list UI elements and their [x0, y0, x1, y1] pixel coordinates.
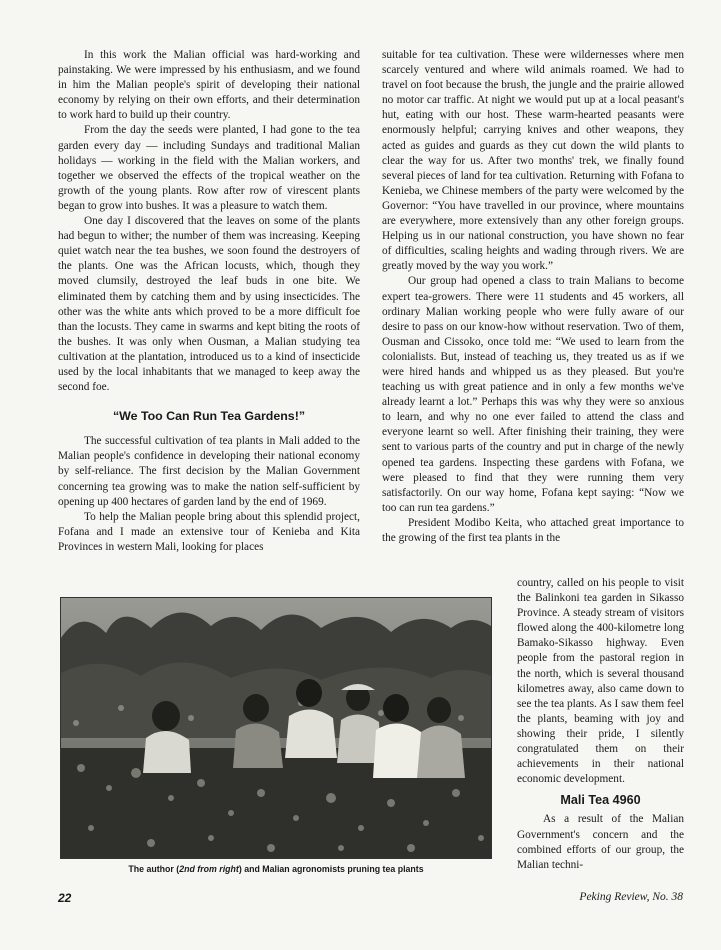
journal-title: Peking Review, No. 38 [579, 891, 683, 903]
paragraph: From the day the seeds were planted, I had gone to the tea garden every day — including Sundays and traditional Malian holidays — working in the field with the Malian workers, and together we observed the effects of the tropical weather on the growth of the young plants. Row after row of virescent plants began to grow into bushes. It was a pleasure to watch them. [58, 124, 360, 212]
paragraph: President Modibo Keita, who attached great importance to the growing of the first tea plants in the [382, 516, 684, 544]
paragraph: In this work the Malian official was hard-working and painstaking. We were impressed by his enthusiasm, and we found in him the Malian people's spirit of developing their national economy by relying on their own efforts, and their determination to work hard to build up their country. [58, 49, 360, 122]
section-heading: “We Too Can Run Tea Gardens!” [112, 409, 306, 424]
paragraph: Our group had opened a class to train Malians to become expert tea-growers. There were 11 students and 45 workers, all ordinary Malian working people who were fully aware of our desire to pass on our know-how without reservation. Two of them, Ousman and Cissoko, once told me: “We used to learn from the colonialists. But, instead of teaching us, they treated us as if we were hired hands and whipped us as they pleased. But you're teaching us with great patience and in only a few months we've already learnt a lot.” Perhaps this was why they were so anxious to learn, and why no one ever failed to attend the class and everyone learnt so well. After finishing their training, they were sent to various parts of the country and put in charge of the newly opened tea gardens. Inspecting these gardens with Fofana, we were pleased to find that they were running them very satisfactorily. On our way home, Fofana kept saying: “Now we too can run tea gardens.” [382, 275, 684, 514]
photo-caption [60, 864, 492, 874]
page-number: 22 [58, 891, 72, 905]
section-heading: Mali Tea 4960 [560, 793, 641, 808]
photograph [60, 597, 492, 859]
caption-text: The author ( [128, 864, 180, 874]
paragraph: To help the Malian people bring about this splendid project, Fofana and I made an extensive tour of Kenieba and Kita Provinces in western Mali, looking for places [58, 510, 360, 553]
right-column [382, 48, 684, 546]
paragraph: The successful cultivation of tea plants in Mali added to the Malian people's confidence in developing their national economy by self-reliance. The first decision by the Malian Government concerning tea growing was to make the nation self-sufficient by opening up 400 hectares of garden land by the end of 1969. [58, 435, 360, 508]
left-column [58, 48, 360, 555]
wrap-column [517, 576, 684, 873]
tea-garden-photo [61, 598, 491, 858]
caption-text: ) and Malian agronomists pruning tea plants [238, 864, 424, 874]
paragraph: As a result of the Malian Government's concern and the combined efforts of our group, the Malian techni- [517, 813, 684, 871]
paragraph: One day I discovered that the leaves on some of the plants had begun to wither; the number of them was increasing. Keeping quiet watch near the tea bushes, we soon found the destroyers of the plants. One was the African locusts, which, though they moved clumsily, destroyed the leaf buds in one bite. We eliminated them by catching them and by using insecticides. The other was the white ants which proved to be a more difficult foe than the locusts. They came in swarms and kept biting the roots of the bushes. It was only when Ousman, a Malian studying tea cultivation at the plantation, introduced us to a kind of insecticide used by the local inhabitants that we managed to keep away the second foe. [58, 215, 360, 394]
paragraph: suitable for tea cultivation. These were wildernesses where men scarcely ventured and where wild animals roamed. We had to travel on foot because the brush, the jungle and the prairie allowed no motor car traffic. At night we would put up at a local peasant's hut, eating with our host. These warm-hearted peasants were enormously helpful; carrying knives and other weapons, they acted as guides and guards as they cut down the wild plants to clear the way for us. After two months' trek, we finally found several pieces of land for tea cultivation. Returning with Fofana to Kenieba, we Chinese members of the party were welcomed by the Governor: “You have travelled in our province, where mountains are everywhere, more extensively than any other foreign groups. Helping us in our national construction, you have shown no fear of difficulties, scaling heights and wading through rivers. We are greatly moved by the way you work.” [382, 49, 684, 273]
caption-italic: 2nd from right [179, 864, 239, 874]
paragraph: country, called on his people to visit the Balinkoni tea garden in Sikasso Province. A steady stream of visitors flowed along the 400-kilometre long Bamako-Sikasso highway. Even people from the pastoral region in the north, which is several thousand kilometres away, also came down to see the tea plants. As I saw them feel the plants, beaming with joy and showing their pride, I silently congratulated them on their achievements in their national economic development. [517, 577, 684, 786]
